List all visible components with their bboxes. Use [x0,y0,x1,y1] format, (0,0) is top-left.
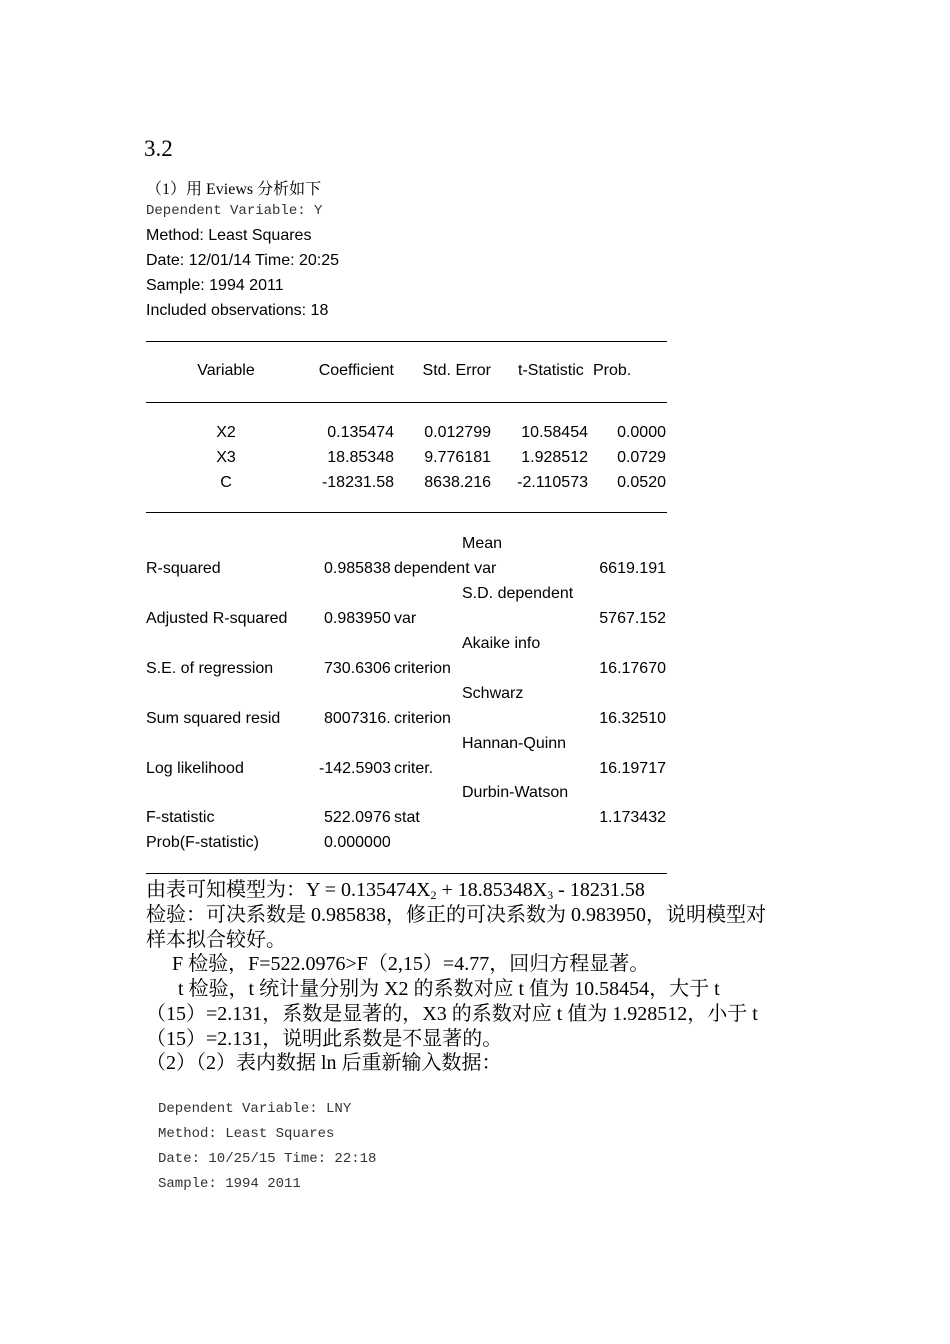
column-header-coefficient: Coefficient [318,362,394,379]
row-std-error: 0.012799 [424,424,491,441]
row-variable: X3 [216,449,236,466]
sample-line-2: Sample: 1994 2011 [158,1176,301,1192]
dependent-variable-line-2: Dependent Variable: LNY [158,1101,352,1117]
stat-value: 730.6306 [324,660,391,677]
model-subscript-x3: 3 [547,888,554,902]
table-header-rule [146,402,667,403]
row-t-statistic: 10.58454 [521,424,588,441]
model-text-suffix: - 18231.58 [553,879,645,901]
row-coefficient: 0.135474 [327,424,394,441]
row-prob: 0.0520 [617,474,666,491]
method-line: Method: Least Squares [146,227,312,244]
observations-line: Included observations: 18 [146,302,329,319]
model-subscript-x2: 2 [430,888,437,902]
paragraph-part2: （2）（2）表内数据 ln 后重新输入数据： [146,1052,502,1074]
paragraph-r2-line1: 检验：可决系数是 0.985838，修正的可决系数为 0.983950，说明模型对 [146,904,766,926]
stat-right-label-top: Hannan-Quinn [462,735,567,752]
method-line-2: Method: Least Squares [158,1126,335,1142]
stat-right-value: 16.17670 [599,660,666,677]
row-coefficient: 18.85348 [327,449,394,466]
column-header-variable: Variable [197,362,255,379]
stat-right-value: 16.32510 [599,710,666,727]
stat-right-label-bottom: criterion [394,710,451,727]
stat-value: -142.5903 [319,760,392,777]
model-text-prefix: 由表可知模型为：Y = 0.135474X [146,879,431,901]
stat-label: Prob(F-statistic) [146,834,259,851]
date-line: Date: 12/01/14 Time: 20:25 [146,252,340,269]
stat-value: 0.983950 [324,610,391,627]
stat-right-value: 16.19717 [599,760,666,777]
row-t-statistic: 1.928512 [521,449,588,466]
row-prob: 0.0729 [617,449,666,466]
model-text-mid: + 18.85348X [436,879,548,901]
stat-label: Adjusted R-squared [146,610,288,627]
dependent-variable-line: Dependent Variable: Y [146,203,323,219]
stat-label: Sum squared resid [146,710,281,727]
section-number: 3.2 [144,136,173,161]
stat-right-value: 6619.191 [599,560,666,577]
row-std-error: 9.776181 [424,449,491,466]
stat-right-label-bottom: criter. [394,760,434,777]
stat-right-value: 1.173432 [599,809,666,826]
row-variable: C [220,474,232,491]
stat-right-label-top: S.D. dependent [462,585,574,602]
stat-label: R-squared [146,560,221,577]
stat-value: 522.0976 [324,809,391,826]
column-header-prob: Prob. [593,362,632,379]
paragraph-t-test-line3: （15）=2.131，说明此系数是不显著的。 [146,1028,503,1050]
stat-right-label-top: Schwarz [462,685,524,702]
stat-label: F-statistic [146,809,215,826]
row-t-statistic: -2.110573 [517,474,588,491]
stat-right-label-bottom: dependent var [394,560,497,577]
paragraph-f-test: F 检验，F=522.0976>F（2,15）=4.77，回归方程显著。 [172,953,650,975]
paragraph-t-test-line2: （15）=2.131，系数是显著的，X3 的系数对应 t 值为 1.928512，小于 t [146,1003,758,1025]
intro-text: （1）用 Eviews 分析如下 [146,181,322,198]
stat-right-label-top: Durbin-Watson [462,784,569,801]
row-coefficient: -18231.58 [321,474,394,491]
stat-value: 0.985838 [324,560,391,577]
column-header-std-error: Std. Error [422,362,491,379]
row-variable: X2 [216,424,236,441]
stat-label: S.E. of regression [146,660,274,677]
stat-right-label-top: Akaike info [462,635,541,652]
table-top-rule [146,341,667,342]
stat-value: 8007316. [324,710,391,727]
paragraph-r2-line2: 样本拟合较好。 [146,929,286,951]
column-header-t-statistic: t-Statistic [518,362,584,379]
table-bottom-rule [146,512,667,513]
stat-value: 0.000000 [324,834,391,851]
stat-right-label-top: Mean [462,535,503,552]
stat-right-value: 5767.152 [599,610,666,627]
stat-right-label-bottom: stat [394,809,420,826]
stat-right-label-bottom: var [394,610,417,627]
row-prob: 0.0000 [617,424,666,441]
row-std-error: 8638.216 [424,474,491,491]
sample-line: Sample: 1994 2011 [146,277,284,294]
paragraph-t-test-line1: t 检验，t 统计量分别为 X2 的系数对应 t 值为 10.58454，大于 t [178,978,720,1000]
stat-label: Log likelihood [146,760,244,777]
date-line-2: Date: 10/25/15 Time: 22:18 [158,1151,377,1167]
stat-right-label-bottom: criterion [394,660,451,677]
